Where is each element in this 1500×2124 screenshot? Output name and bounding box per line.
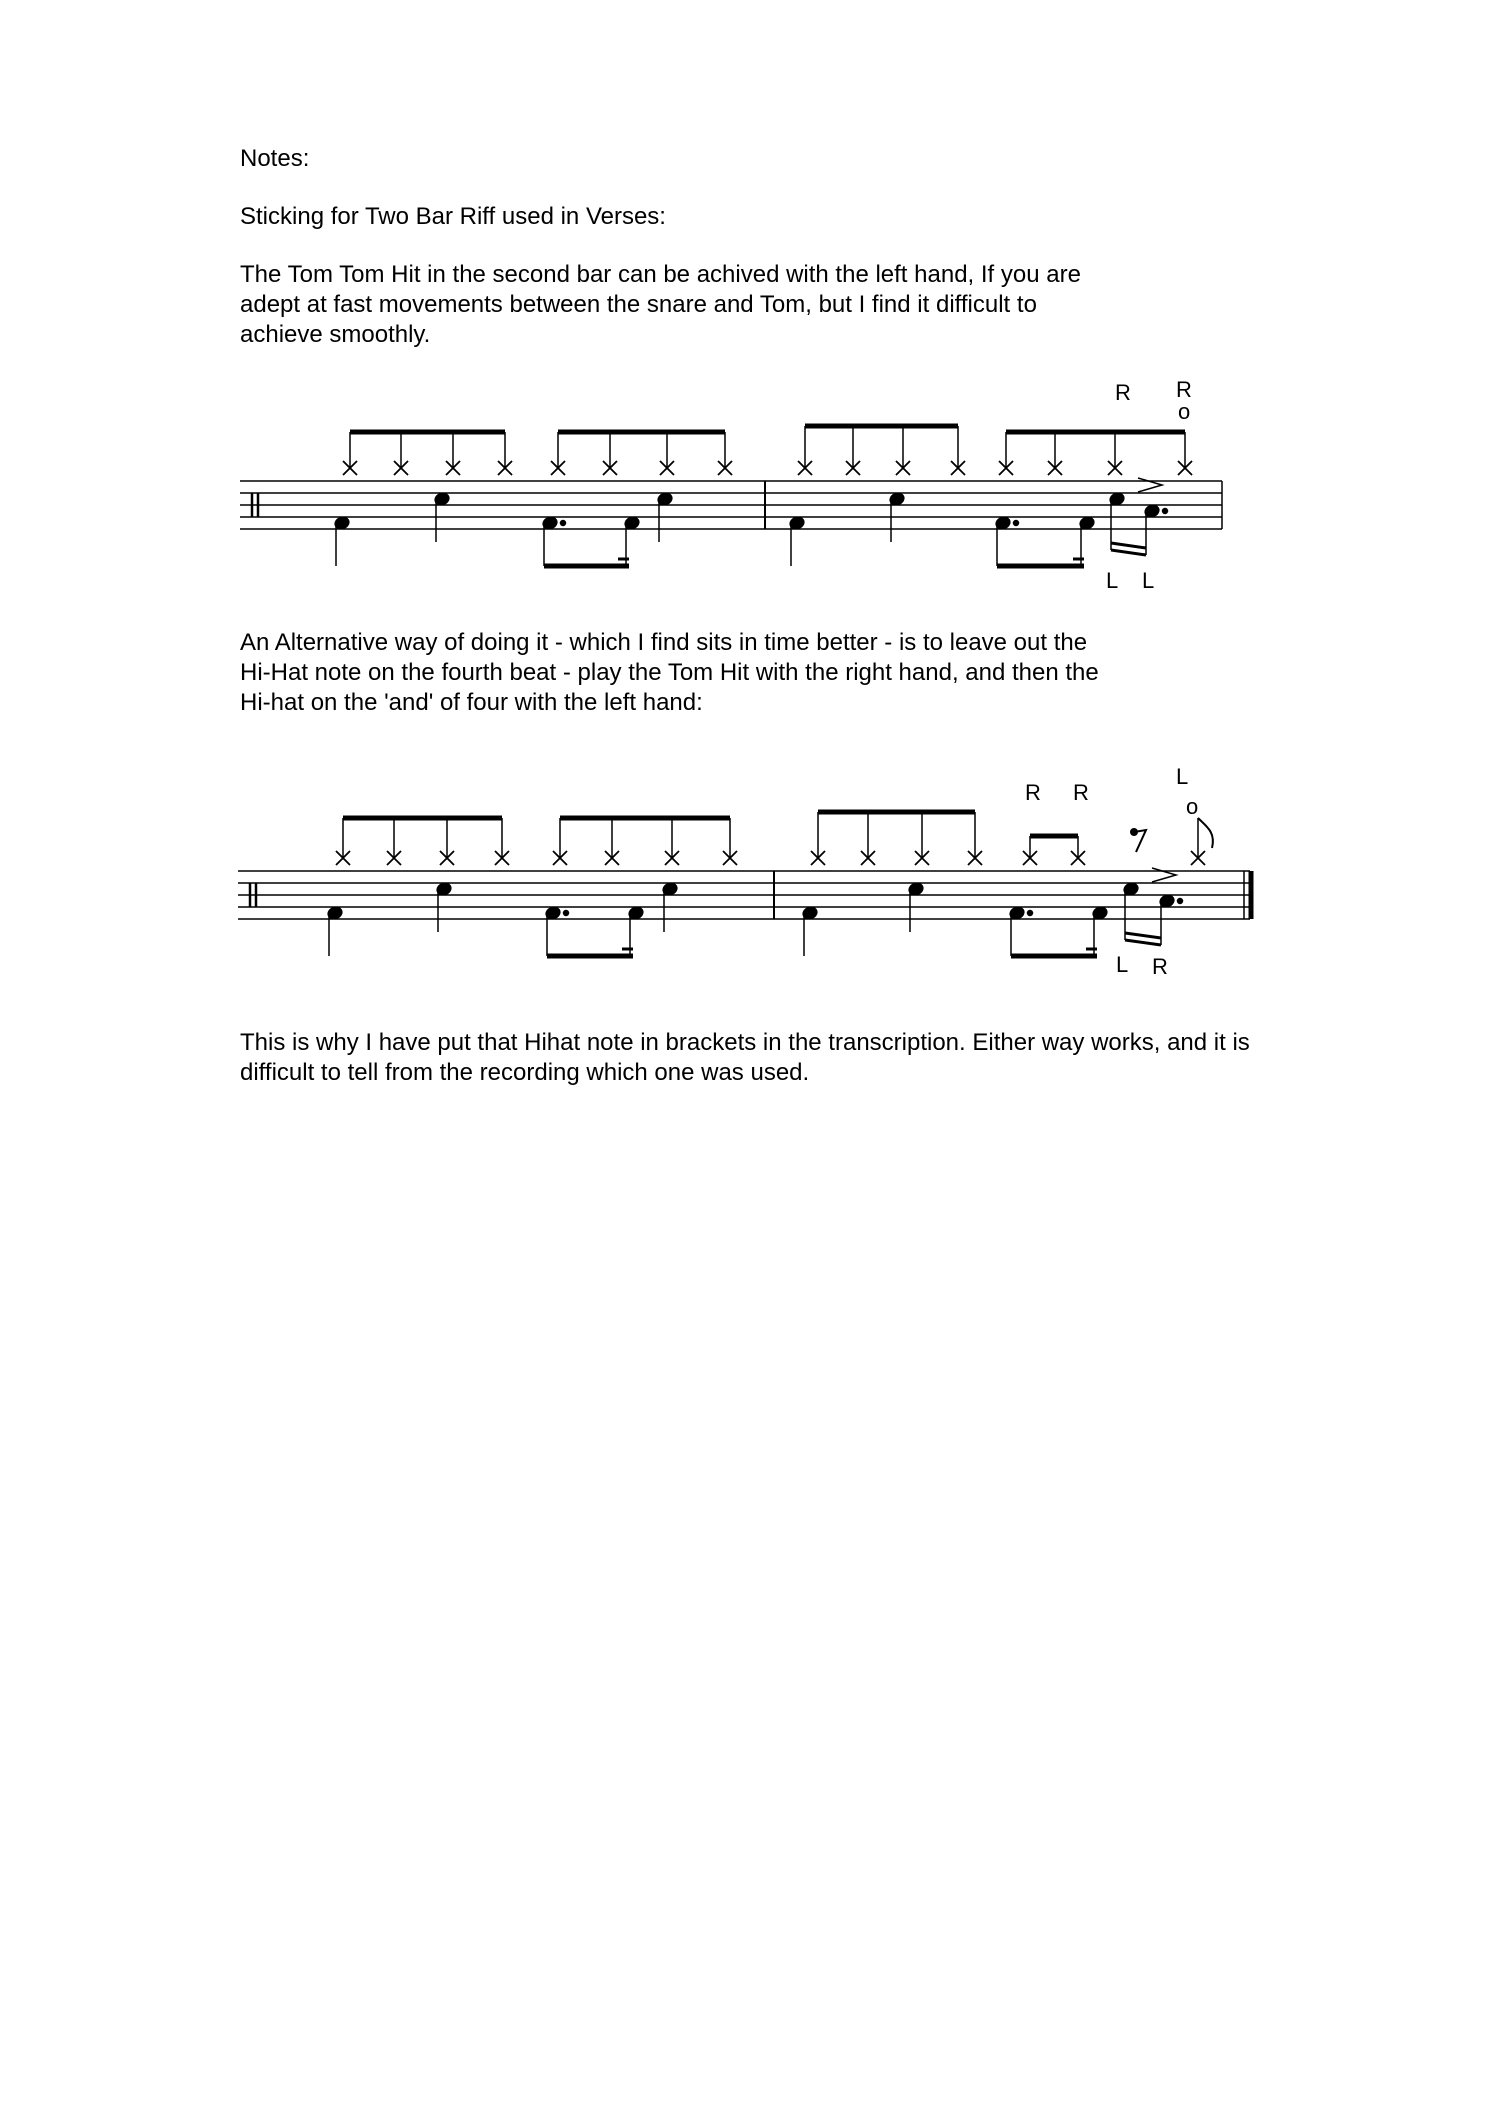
section-subheading: Sticking for Two Bar Riff used in Verses:: [240, 203, 666, 230]
eighth-flag: [1198, 818, 1213, 848]
paragraph-3-line: This is why I have put that Hihat note in brackets in the transcription. Either way works, and it is: [240, 1029, 1250, 1056]
drum-staff-2: [0, 760, 1500, 990]
eighth-rest: [1131, 829, 1146, 852]
paragraph-1-line: The Tom Tom Hit in the second bar can be achived with the left hand, If you are: [240, 261, 1081, 288]
sticking-label: R: [1073, 780, 1089, 805]
bass-beams-secondary: [622, 933, 1161, 949]
sticking-label: L: [1116, 952, 1129, 977]
paragraph-2-line: Hi-Hat note on the fourth beat - play the Tom Hit with the right hand, and then the: [240, 659, 1099, 686]
hihat-x-notes: [336, 851, 1205, 865]
staff-lines: [240, 481, 1222, 529]
hihat-beams: [350, 426, 1185, 432]
sticking-label: L: [1176, 764, 1189, 789]
paragraph-1: [240, 260, 1220, 350]
paragraph-3: [240, 1028, 1340, 1088]
sticking-label: R: [1115, 380, 1131, 405]
accent-mark: [1138, 478, 1162, 492]
hihat-x-notes: [343, 461, 1192, 475]
sticking-label: L: [1142, 568, 1155, 593]
open-hihat-mark: o: [1186, 794, 1199, 819]
paragraph-2: [240, 628, 1220, 718]
sticking-label: L: [1106, 568, 1119, 593]
accent-mark: [1152, 868, 1176, 882]
notes-heading: Notes:: [240, 145, 310, 172]
sticking-label: R: [1176, 377, 1192, 402]
paragraph-3-line: difficult to tell from the recording which one was used.: [240, 1059, 810, 1086]
drum-staff-1: [0, 370, 1500, 600]
paragraph-2-line: Hi-hat on the 'and' of four with the left hand:: [240, 689, 703, 716]
paragraph-1-line: achieve smoothly.: [240, 321, 431, 348]
bass-beams-secondary: [618, 543, 1146, 559]
open-hihat-mark: o: [1178, 399, 1191, 424]
paragraph-2-line: An Alternative way of doing it - which I find sits in time better - is to leave out the: [240, 629, 1088, 656]
sticking-label: R: [1025, 780, 1041, 805]
sticking-label: R: [1152, 954, 1168, 979]
paragraph-1-line: adept at fast movements between the snare and Tom, but I find it difficult to: [240, 291, 1037, 318]
hihat-beams: [343, 812, 1078, 836]
